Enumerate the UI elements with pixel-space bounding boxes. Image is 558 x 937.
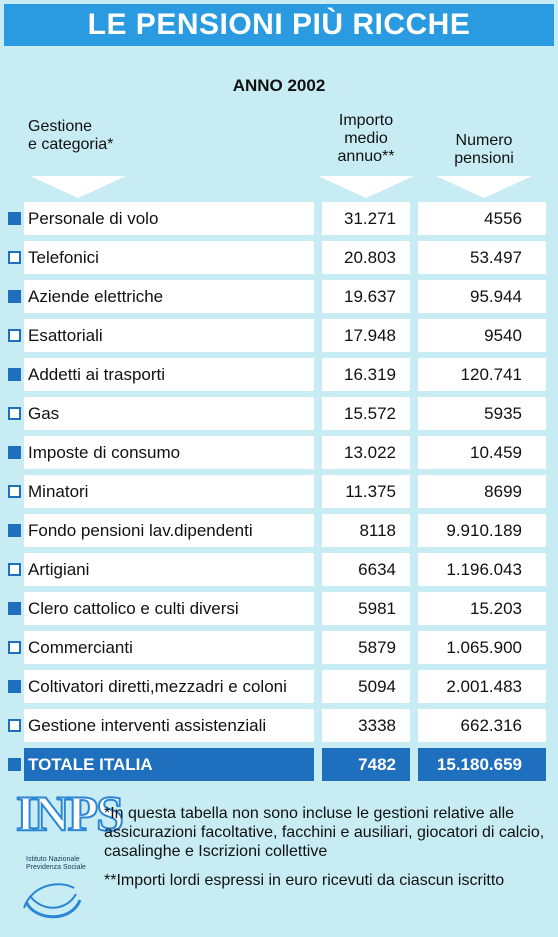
table-row: [0, 397, 558, 430]
table-row: [0, 202, 558, 235]
row-marker-icon: [8, 524, 21, 537]
row-category: Artigiani: [24, 553, 314, 586]
row-marker-icon: [8, 329, 21, 342]
header-count-line1: Numero: [455, 132, 513, 149]
row-category: Personale di volo: [24, 202, 314, 235]
header-category: [28, 118, 113, 154]
table-row: [0, 514, 558, 547]
row-count: 15.203: [418, 592, 546, 625]
table-row: [0, 280, 558, 313]
table-row: [0, 436, 558, 469]
row-amount: 20.803: [322, 241, 410, 274]
total-amount: 7482: [322, 748, 410, 781]
row-category: Commercianti: [24, 631, 314, 664]
total-name: TOTALE ITALIA: [24, 748, 314, 781]
row-amount: 5879: [322, 631, 410, 664]
header-category-line1: Gestione: [28, 118, 93, 135]
row-amount: 15.572: [322, 397, 410, 430]
header-amount-line1: Importo: [338, 112, 394, 129]
row-count: 9.910.189: [418, 514, 546, 547]
row-category: Gas: [24, 397, 314, 430]
inps-subtitle-line2: Previdenza Sociale: [26, 864, 86, 871]
row-marker-icon: [8, 368, 21, 381]
header-amount-line3: annuo**: [337, 148, 395, 165]
row-marker-icon: [8, 563, 21, 576]
category-arrow-icon: [30, 176, 126, 198]
row-category: Esattoriali: [24, 319, 314, 352]
row-marker-icon: [8, 446, 21, 459]
row-count: 5935: [418, 397, 546, 430]
page-title: LE PENSIONI PIÙ RICCHE: [87, 8, 471, 41]
row-marker-icon: [8, 641, 21, 654]
table-row: [0, 670, 558, 703]
row-count: 1.065.900: [418, 631, 546, 664]
row-count: 120.741: [418, 358, 546, 391]
row-category: Aziende elettriche: [24, 280, 314, 313]
header-amount: [322, 112, 410, 166]
row-marker-icon: [8, 680, 21, 693]
row-marker-icon: [8, 719, 21, 732]
row-category: Imposte di consumo: [24, 436, 314, 469]
row-amount: 5094: [322, 670, 410, 703]
table-row: [0, 241, 558, 274]
table-row: [0, 709, 558, 742]
total-marker-icon: [8, 758, 21, 771]
footnote-1: *In questa tabella non sono incluse le gestioni relative alle assicurazioni facoltative, facchini e ausiliari, giocatori di calcio, casalinghe e Iscrizioni collettive: [104, 805, 545, 860]
row-count: 9540: [418, 319, 546, 352]
table-row: [0, 592, 558, 625]
row-count: 4556: [418, 202, 546, 235]
row-count: 8699: [418, 475, 546, 508]
header-count-line2: pensioni: [454, 150, 514, 167]
row-count: 95.944: [418, 280, 546, 313]
year-label: ANNO 2002: [232, 76, 326, 95]
row-category: Fondo pensioni lav.dipendenti: [24, 514, 314, 547]
table-row: [0, 475, 558, 508]
row-amount: 19.637: [322, 280, 410, 313]
row-count: 2.001.483: [418, 670, 546, 703]
count-arrow-icon: [436, 176, 532, 198]
row-marker-icon: [8, 407, 21, 420]
row-amount: 16.319: [322, 358, 410, 391]
inps-logo: INPS: [16, 785, 122, 841]
amount-arrow-icon: [318, 176, 414, 198]
row-category: Telefonici: [24, 241, 314, 274]
total-row: [0, 748, 558, 781]
row-count: 662.316: [418, 709, 546, 742]
total-count: 15.180.659: [418, 748, 546, 781]
row-amount: 31.271: [322, 202, 410, 235]
table-row: [0, 553, 558, 586]
row-marker-icon: [8, 290, 21, 303]
row-marker-icon: [8, 251, 21, 264]
row-amount: 6634: [322, 553, 410, 586]
table-row: [0, 319, 558, 352]
row-marker-icon: [8, 485, 21, 498]
row-marker-icon: [8, 212, 21, 225]
row-category: Coltivatori diretti,mezzadri e coloni: [24, 670, 314, 703]
header-amount-line2: medio: [344, 130, 388, 147]
header-count: [420, 132, 548, 168]
row-category: Addetti ai trasporti: [24, 358, 314, 391]
footnotes: [104, 804, 548, 900]
row-category: Minatori: [24, 475, 314, 508]
table-row: [0, 631, 558, 664]
row-category: Clero cattolico e culti diversi: [24, 592, 314, 625]
row-amount: 13.022: [322, 436, 410, 469]
title-bar: [4, 4, 554, 46]
row-category: Gestione interventi assistenziali: [24, 709, 314, 742]
row-amount: 5981: [322, 592, 410, 625]
row-marker-icon: [8, 602, 21, 615]
inps-subtitle-line1: Istituto Nazionale: [26, 856, 80, 863]
row-amount: 3338: [322, 709, 410, 742]
header-category-line2: e categoria*: [28, 136, 114, 153]
row-amount: 8118: [322, 514, 410, 547]
row-count: 53.497: [418, 241, 546, 274]
inps-subtitle: [26, 856, 86, 872]
footnote-2: **Importi lordi espressi in euro ricevuti da ciascun iscritto: [104, 872, 505, 889]
row-count: 10.459: [418, 436, 546, 469]
table-row: [0, 358, 558, 391]
row-count: 1.196.043: [418, 553, 546, 586]
row-amount: 11.375: [322, 475, 410, 508]
row-amount: 17.948: [322, 319, 410, 352]
